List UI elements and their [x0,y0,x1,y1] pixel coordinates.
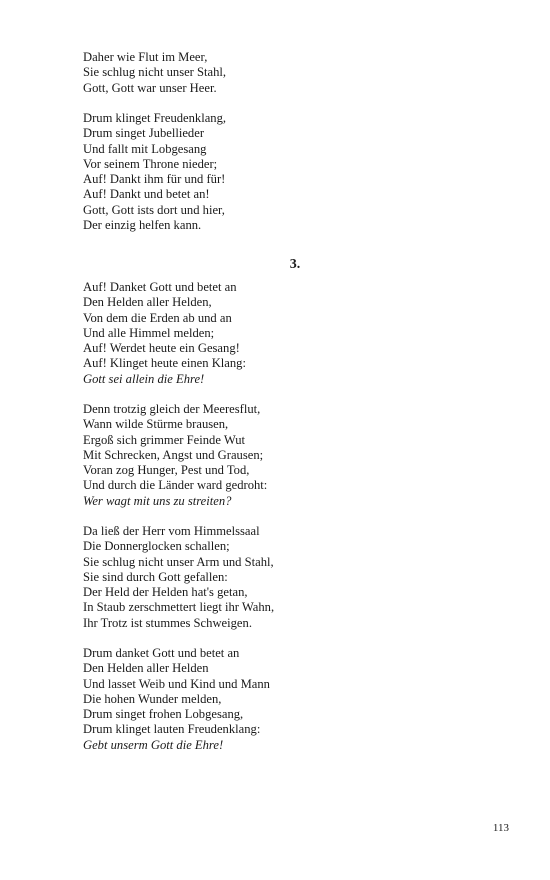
stanza-poem3-1 [83,280,483,387]
verse-line: Drum singet frohen Lobgesang, [83,707,244,722]
verse-line: Auf! Danket Gott und betet an [83,280,237,294]
verse-line: Von dem die Erden ab und an [83,310,232,325]
verse-line: Gott, Gott ists dort und hier, [83,202,225,217]
refrain-line: Gott sei allein die Ehre! [83,371,205,386]
verse-line: Auf! Werdet heute ein Gesang! [83,341,240,356]
verse-line: Drum danket Gott und betet an [83,646,240,660]
verse-line: Daher wie Flut im Meer, [83,50,208,64]
refrain-line: Gebt unserm Gott die Ehre! [83,737,224,752]
verse-line: Die Donnerglocken schallen; [83,539,230,554]
verse-line: Auf! Klinget heute einen Klang: [83,356,246,371]
verse-line: Denn trotzig gleich der Meeresflut, [83,402,261,416]
verse-line: In Staub zerschmettert liegt ihr Wahn, [83,600,275,615]
verse-line: Sie schlug nicht unser Stahl, [83,65,227,80]
verse-line: Da ließ der Herr vom Himmelssaal [83,524,260,538]
page-number: 113 [492,822,509,834]
verse-line: Und durch die Länder ward gedroht: [83,478,268,493]
verse-line: Sie schlug nicht unser Arm und Stahl, [83,554,274,569]
verse-line: Die hohen Wunder melden, [83,691,222,706]
verse-line: Und lasset Weib und Kind und Mann [83,676,270,691]
verse-line: Auf! Dankt ihm für und für! [83,172,226,187]
verse-line: Mit Schrecken, Angst und Grausen; [83,447,264,462]
verse-line: Und fallt mit Lobgesang [83,141,207,156]
verse-line: Vor seinem Throne nieder; [83,156,218,171]
stanza-top-1 [83,50,483,96]
verse-line: Den Helden aller Helden, [83,295,212,310]
verse-line: Ihr Trotz ist stummes Schweigen. [83,615,252,630]
verse-line: Der Held der Helden hat's getan, [83,585,248,600]
verse-line: Drum klinget Freudenklang, [83,111,227,125]
verse-line: Drum singet Jubellieder [83,126,205,141]
verse-line: Und alle Himmel melden; [83,325,215,340]
verse-line: Voran zog Hunger, Pest und Tod, [83,463,250,478]
stanza-poem3-4 [83,646,483,753]
verse-line: Gott, Gott war unser Heer. [83,80,217,95]
verse-line: Ergoß sich grimmer Feinde Wut [83,432,246,447]
verse-line: Wann wilde Stürme brausen, [83,417,229,432]
verse-line: Der einzig helfen kann. [83,218,202,233]
section-number: 3. [289,257,301,272]
verse-line: Auf! Dankt und betet an! [83,187,210,202]
stanza-poem3-3 [83,524,483,631]
verse-line: Den Helden aller Helden [83,661,209,676]
stanza-poem3-2 [83,402,483,509]
stanza-top-2 [83,111,483,233]
refrain-line: Wer wagt mit uns zu streiten? [83,493,232,508]
verse-line: Sie sind durch Gott gefallen: [83,569,228,584]
verse-line: Drum klinget lauten Freudenklang: [83,722,261,737]
